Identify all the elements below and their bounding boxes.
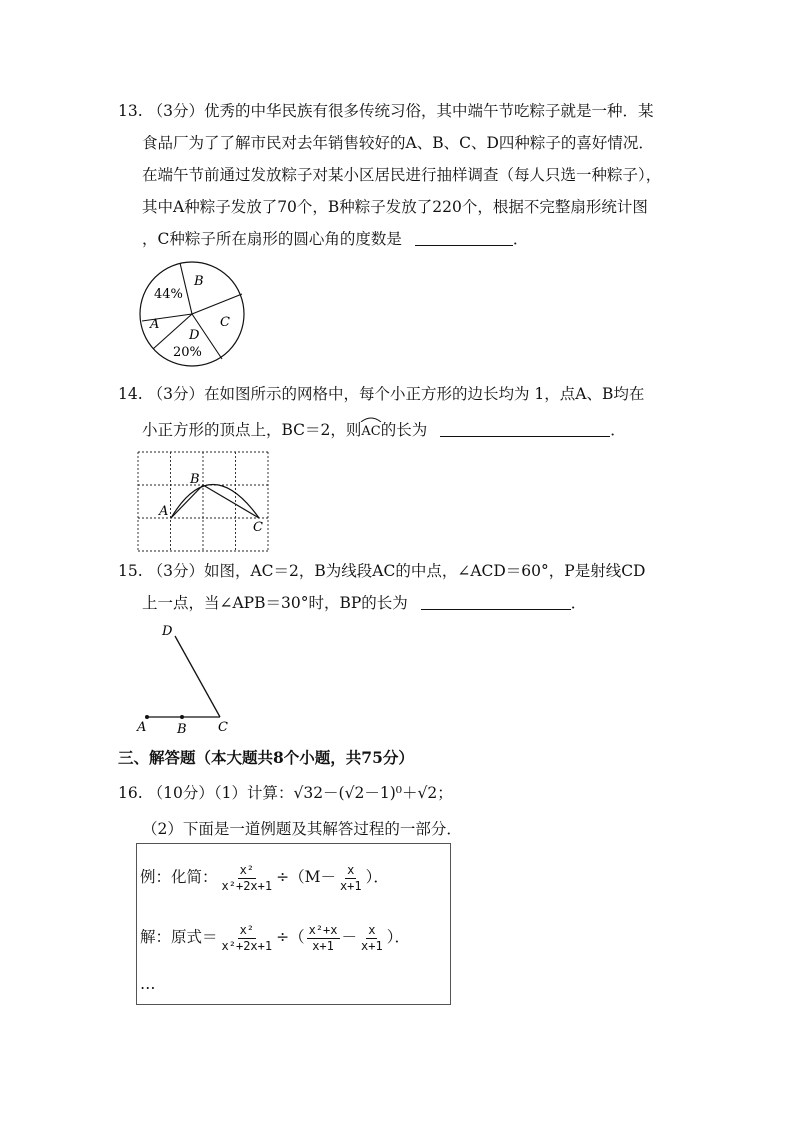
q16-part2: （2）下面是一道例题及其解答过程的一部分． (142, 820, 462, 838)
q13-line5 (142, 229, 528, 249)
q16-line1 (118, 783, 453, 803)
point-a-dot (145, 715, 149, 719)
example-end: ）． (365, 868, 389, 886)
fraction-numerator: x² (239, 922, 255, 937)
solution-line (140, 920, 410, 954)
fraction-denominator: x²+2x+1 (221, 878, 273, 893)
q14-score: （3分） (147, 385, 204, 403)
fraction-numerator: x (347, 862, 355, 877)
solution-fraction-3 (359, 923, 385, 954)
pie-divider-c (192, 294, 242, 314)
fraction-denominator: x+1 (312, 938, 334, 953)
q13-line4: 其中A种粽子发放了70个，B种粽子发放了220个，根据不完整扇形统计图 (142, 198, 648, 216)
solution-fraction-2 (307, 923, 340, 954)
q14-line2 (142, 420, 626, 442)
arc-mark-icon (360, 416, 382, 422)
point-c-label: C (253, 520, 263, 535)
example-box (136, 843, 451, 1005)
q13-answer-blank[interactable] (415, 229, 513, 246)
example-fraction-2 (338, 863, 364, 894)
point-c-label: C (218, 720, 228, 735)
q14-number: 14. (118, 385, 143, 403)
fraction-numerator: x²+x (308, 922, 338, 937)
q15-text-1: 如图，AC＝2，B为线段AC的中点，∠ACD＝60°，P是射线CD (203, 562, 646, 580)
q15-line1 (118, 561, 646, 581)
q15-number: 15. (118, 562, 143, 580)
q15-end: ． (570, 594, 587, 612)
q15-answer-blank[interactable] (421, 593, 571, 610)
q14-arc-symbol (361, 420, 380, 442)
q15-figure (134, 620, 238, 736)
q14-text-2b: 的长为 (380, 421, 428, 439)
q14-line1 (118, 384, 644, 404)
solution-label: 解：原式＝ (140, 928, 218, 946)
grid-lines (138, 452, 268, 551)
example-fraction-1 (220, 863, 275, 894)
pie-label-b: B (194, 274, 204, 289)
example-divide: ÷（M－ (276, 868, 336, 886)
q16-part1-label: （1）计算： (213, 784, 294, 802)
solution-ellipsis: … (140, 975, 156, 993)
solution-minus: － (341, 928, 358, 946)
q15-score: （3分） (147, 562, 204, 580)
pie-label-c: C (220, 315, 230, 330)
point-a-label: A (137, 720, 147, 735)
segment-ab (171, 485, 203, 518)
solution-fraction-1 (220, 923, 275, 954)
q14-end: ． (610, 421, 626, 439)
point-b-label: B (190, 472, 200, 487)
fraction-denominator: x+1 (339, 878, 362, 893)
point-b-dot (180, 715, 184, 719)
point-a-label: A (159, 504, 169, 519)
solution-divide: ÷（ (276, 928, 305, 946)
q13-line1 (118, 101, 653, 121)
q14-answer-blank[interactable] (440, 420, 610, 437)
fraction-denominator: x+1 (361, 938, 383, 953)
q13-end: ． (512, 230, 529, 248)
q14-arc-label: AC (361, 424, 381, 439)
fraction-numerator: x (368, 922, 376, 937)
arc-ac (171, 485, 259, 519)
q13-text-1: 优秀的中华民族有很多传统习俗，其中端午节吃粽子就是一种．某 (203, 102, 654, 120)
q13-number: 13. (118, 102, 143, 120)
example-line (140, 860, 389, 894)
q13-line3: 在端午节前通过发放粽子对某小区居民进行抽样调查（每人只选一种粽子）， (142, 166, 662, 184)
pie-label-a: A (150, 317, 160, 332)
q13-text-5: ，C种粽子所在扇形的圆心角的度数是 (142, 230, 402, 248)
q14-grid-figure (137, 451, 269, 553)
q13-score: （3分） (147, 102, 204, 120)
q13-line2: 食品厂为了了解市民对去年销售较好的A、B、C、D四种粽子的喜好情况． (142, 134, 654, 152)
q16-part1-expr: √32－(√2－1)⁰＋√2； (293, 784, 453, 802)
q14-text-2a: 小正方形的顶点上，BC＝2，则 (142, 421, 362, 439)
solution-end: ）． (386, 928, 410, 946)
q16-number: 16. (118, 784, 143, 802)
point-b-label: B (177, 722, 187, 736)
pie-label-d: D (189, 328, 200, 343)
pie-label-44: 44% (154, 287, 183, 302)
q15-text-2: 上一点，当∠APB＝30°时，BP的长为 (142, 594, 408, 612)
q13-pie-chart (136, 260, 248, 372)
q14-text-1: 在如图所示的网格中，每个小正方形的边长均为 1，点A、B均在 (203, 385, 645, 403)
q16-score: （10分） (147, 784, 214, 802)
point-d-label: D (162, 624, 173, 639)
q15-line2 (142, 593, 586, 613)
fraction-denominator: x²+2x+1 (221, 938, 273, 953)
fraction-numerator: x² (239, 862, 255, 877)
ray-cd (175, 636, 220, 717)
section-3-heading: 三、解答题（本大题共8个小题，共75分） (118, 748, 414, 767)
example-label: 例：化简： (140, 868, 218, 886)
pie-label-20: 20% (173, 345, 202, 360)
